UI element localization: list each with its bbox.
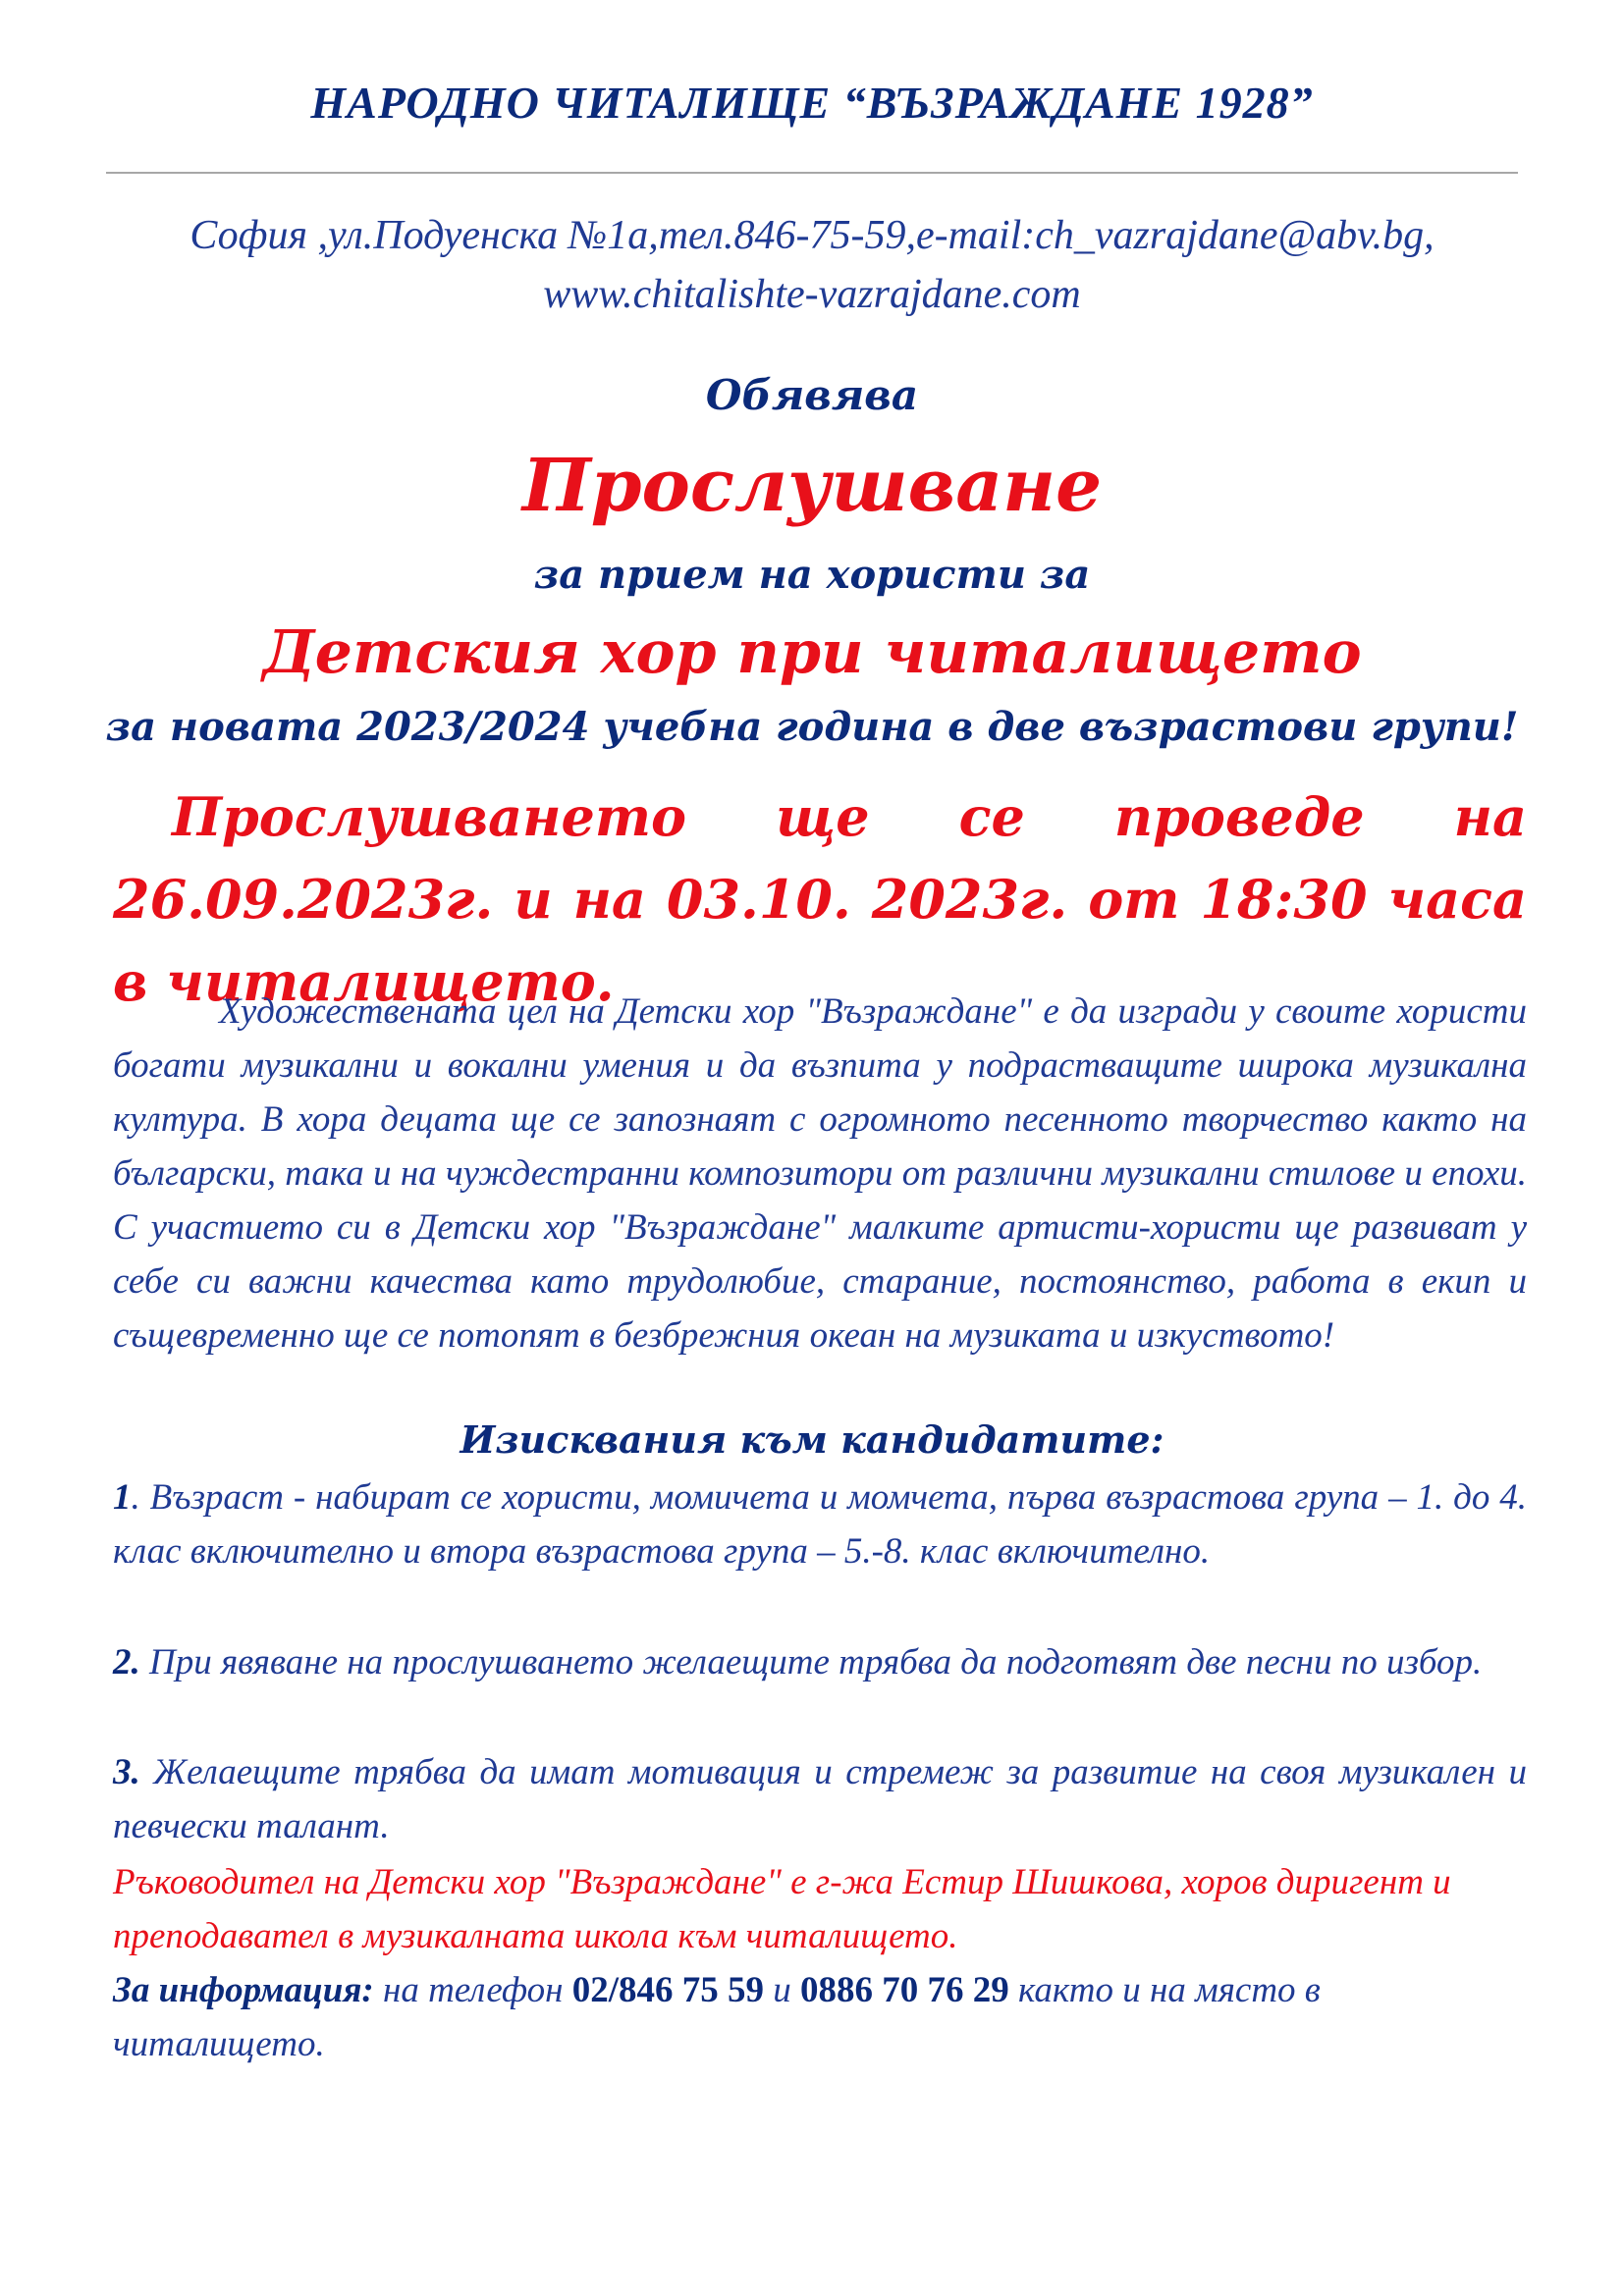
- school-year-subtitle: за новата 2023/2024 учебна година в две възрастови групи!: [105, 704, 1519, 750]
- requirement-text: При явяване на прослушването желаещите трябва да подготвят две песни по избор.: [139, 1642, 1483, 1682]
- announces-heading: Обявява: [705, 371, 919, 419]
- info-text: както и на място в читалището.: [113, 1970, 1321, 2064]
- choir-leader-note: Ръководител на Детски хор "Възраждане" е г-жа Естир Шишкова, хоров диригент и преподавател в музикалната школа към читалището.: [113, 1862, 1451, 1956]
- organization-title: НАРОДНО ЧИТАЛИЩЕ “ВЪЗРАЖДАНЕ 1928”: [310, 78, 1314, 128]
- header-divider: [106, 172, 1518, 174]
- info-text: и: [764, 1970, 801, 2010]
- contact-info: [113, 1963, 1527, 2071]
- address-line: София ,ул.Подуенска №1а,тел.846-75-59,e-mail:ch_vazrajdane@abv.bg,: [189, 213, 1435, 258]
- audition-title: Прослушване: [521, 444, 1103, 528]
- contact-address: [98, 206, 1526, 324]
- website-line: www.chitalishte-vazrajdane.com: [543, 272, 1081, 317]
- requirement-number: 3.: [113, 1752, 140, 1792]
- info-label: За информация:: [113, 1970, 374, 2010]
- info-text: на телефон: [373, 1970, 572, 2010]
- requirement-number: 2.: [113, 1642, 140, 1682]
- requirement-item: [113, 1635, 1527, 1689]
- requirement-item: [113, 1470, 1527, 1578]
- mobile-number: 0886 70 76 29: [800, 1970, 1009, 2010]
- requirement-item: [113, 1745, 1527, 1853]
- for-choristers-subtitle: за прием на хористи за: [533, 552, 1091, 598]
- requirements-heading: Изисквания към кандидатите:: [460, 1417, 1164, 1462]
- requirement-number: 1: [113, 1477, 132, 1518]
- intro-text: Художествената цел на Детски хор "Възраждане" е да изгради у своите хористи богати музикални и вокални умения и да възпита у подрастващите широка музикална култура. В хора децата ще се запознаят с огромното песенното творчество както на български, така и на чуждестранни композитори от различни музикални стилове и епохи. С участието си в Детски хор "Възраждане" малките артисти-хористи ще развиват у себе си важни качества като трудолюбие, старание, постоянство, работа в екип и същевременно ще се потопят в безбрежния океан на музиката и изкуството!: [113, 991, 1527, 1356]
- phone-number: 02/846 75 59: [571, 1970, 765, 2010]
- requirement-text: Желаещите трябва да имат мотивация и стремеж за развитие на своя музикален и певчески талант.: [113, 1752, 1527, 1846]
- schedule-text: Прослушването ще се проведе на 26.09.2023г. и на 03.10. 2023г. от 18:30 часа в читалището.: [113, 785, 1527, 1013]
- requirement-text: Възраст - набират се хористи, момичета и момчета, първа възрастова група – 1. до 4. клас включително и втора възрастова група – 5.-8. клас включително.: [113, 1477, 1527, 1572]
- intro-paragraph: [113, 985, 1527, 1362]
- children-choir-title: Детския хор при читалището: [262, 618, 1362, 687]
- requirement-number-suffix: .: [131, 1477, 140, 1518]
